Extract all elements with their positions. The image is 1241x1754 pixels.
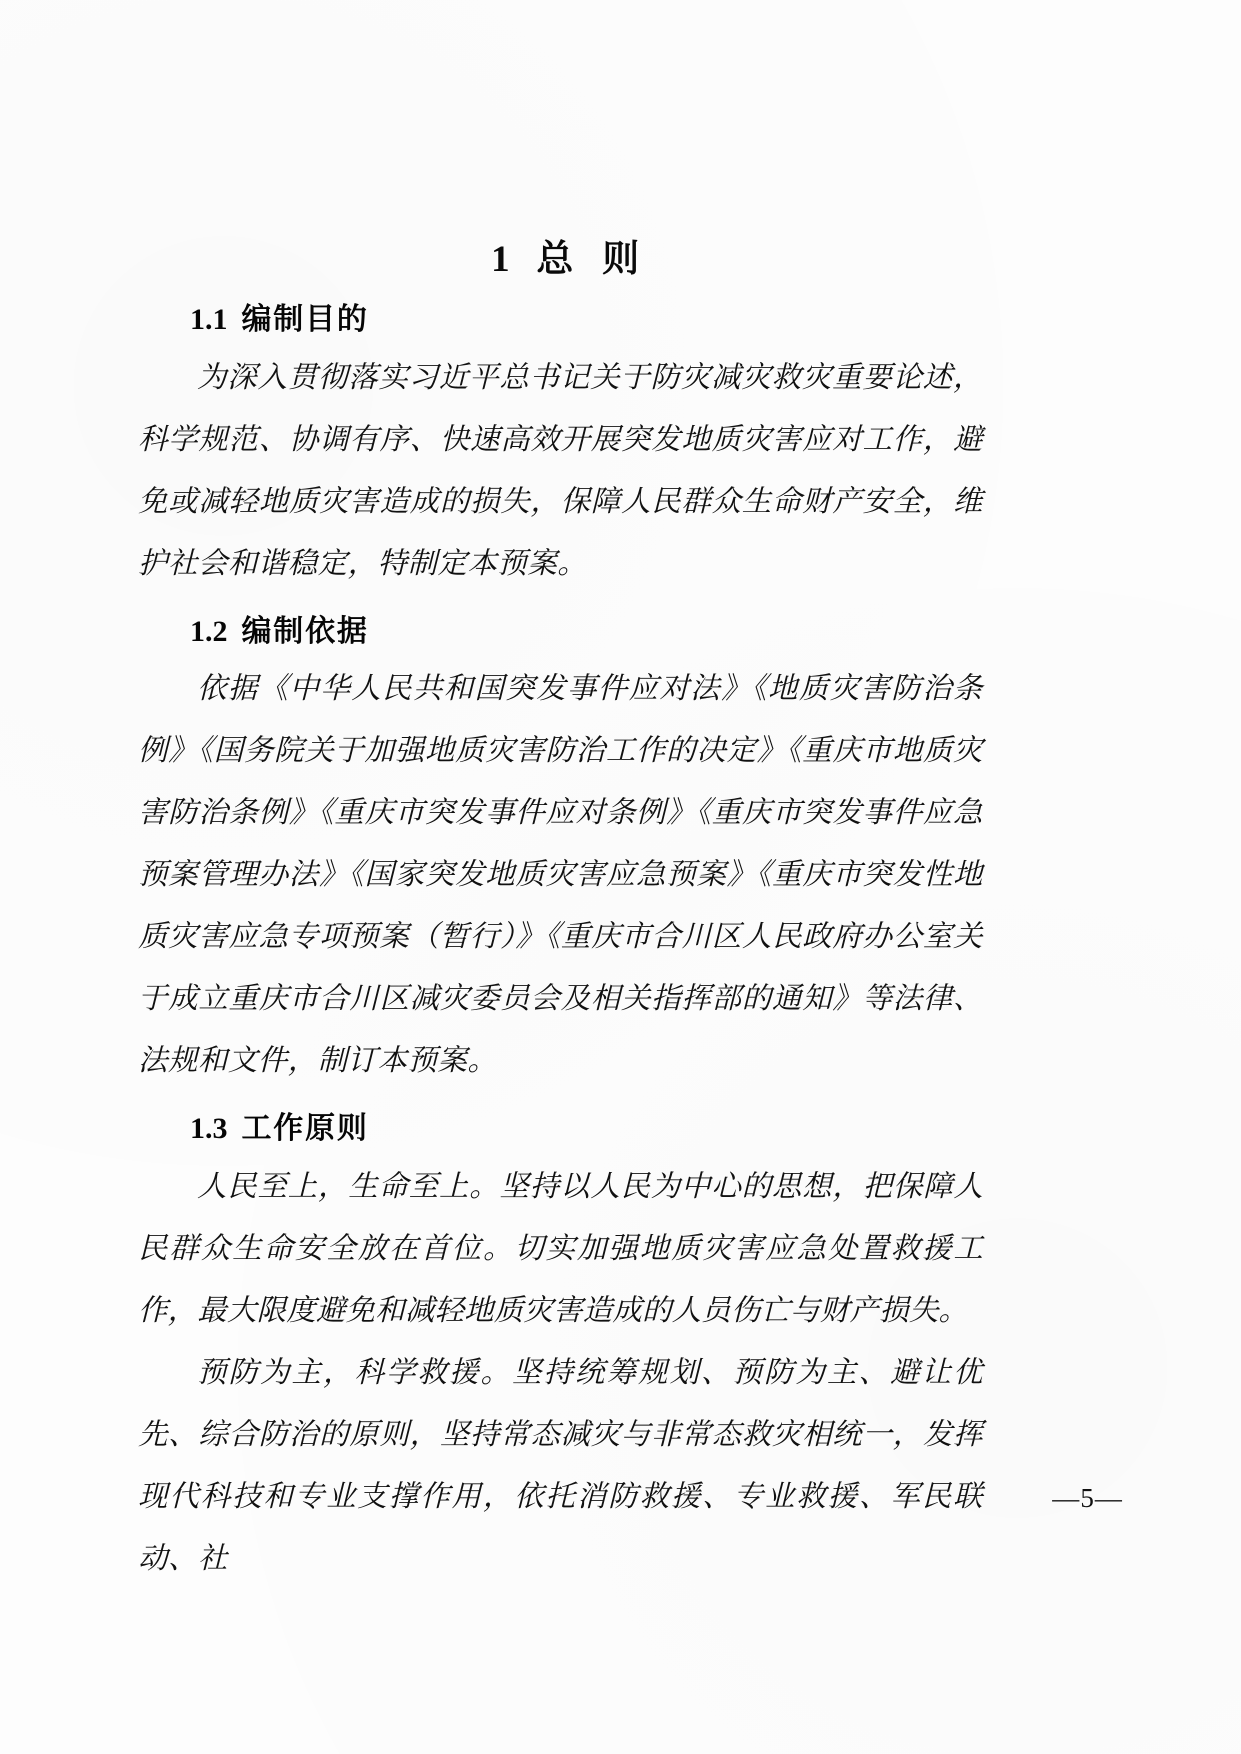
section-number-1-3: 1.3 bbox=[190, 1112, 228, 1146]
paragraph-1-2-1: 依据《中华人民共和国突发事件应对法》《地质灾害防治条例》《国务院关于加强地质灾害防治工作的决定》《重庆市地质灾害防治条例》《重庆市突发事件应对条例》《重庆市突发事件应急预案管理办法》《国家突发地质灾害应急预案》《重庆市突发性地质灾害应急专项预案（暂行）》《重庆市合川区人民政府办公室关于成立重庆市合川区减灾委员会及相关指挥部的通知》等法律、法规和文件，制订本预案。 bbox=[138, 671, 983, 1078]
section-number-1-1: 1.1 bbox=[190, 303, 228, 337]
section-title-1-3: 工作原则 bbox=[241, 1111, 369, 1147]
page-number: —5— bbox=[1052, 1483, 1123, 1513]
page-title-char-2: 则 bbox=[602, 236, 640, 280]
section-number-1-2: 1.2 bbox=[190, 614, 228, 648]
section-heading-1-3 bbox=[138, 1107, 983, 1151]
section-title-1-1: 编制目的 bbox=[241, 302, 369, 338]
paragraph-1-1-1: 为深入贯彻落实习近平总书记关于防灾减灾救灾重要论述，科学规范、协调有序、快速高效开展突发地质灾害应对工作，避免或减轻地质灾害造成的损失，保障人民群众生命财产安全，维护社会和谐稳定，特制定本预案。 bbox=[138, 359, 983, 580]
paragraph-1-3-2: 预防为主，科学救援。坚持统筹规划、预防为主、避让优先、综合防治的原则，坚持常态减灾与非常态救灾相统一，发挥现代科技和专业支撑作用，依托消防救援、专业救援、军民联动、社 bbox=[138, 1354, 983, 1575]
section-title-1-2: 编制依据 bbox=[241, 613, 369, 649]
page-title bbox=[138, 236, 983, 282]
page-title-number: 1 bbox=[491, 239, 511, 280]
section-heading-1-1 bbox=[138, 298, 983, 342]
page-title-char-1: 总 bbox=[536, 236, 575, 280]
section-heading-1-2 bbox=[138, 610, 983, 654]
paragraph-1-3-1: 人民至上，生命至上。坚持以人民为中心的思想，把保障人民群众生命安全放在首位。切实加强地质灾害应急处置救援工作，最大限度避免和减轻地质灾害造成的人员伤亡与财产损失。 bbox=[138, 1168, 983, 1327]
page-content bbox=[138, 236, 983, 1589]
